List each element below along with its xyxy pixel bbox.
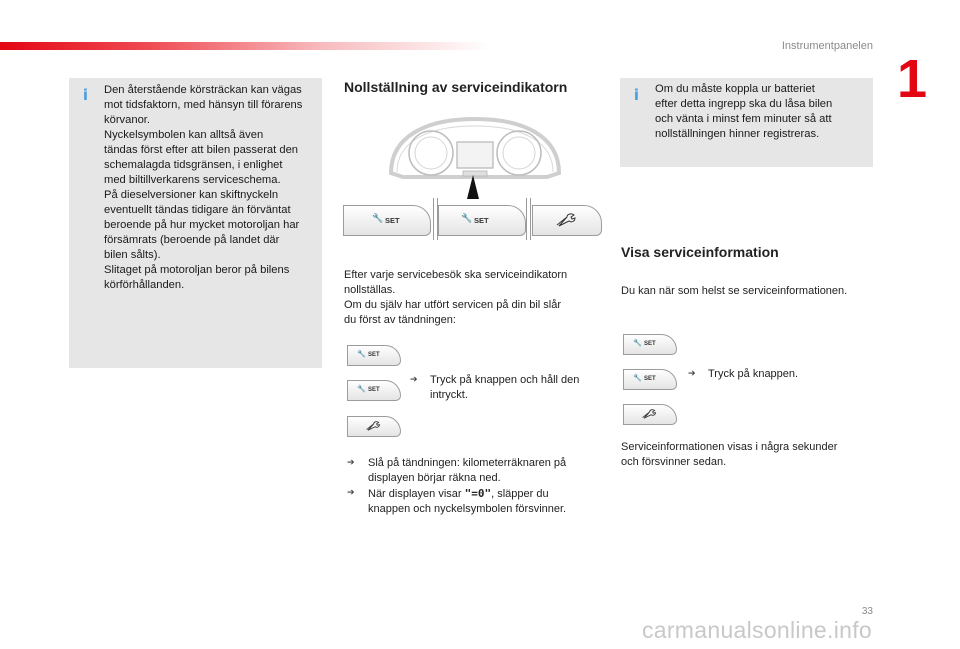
set-label: SET bbox=[368, 352, 380, 358]
wrench-icon: 🔧 bbox=[633, 339, 642, 347]
bullet-icon: ➔ bbox=[410, 375, 418, 385]
wrench-outline-icon bbox=[555, 213, 577, 227]
text-line: schemalagda tidsgränsen, i enlighet bbox=[104, 159, 283, 171]
service-result bbox=[621, 440, 871, 470]
text-line: körförhållanden. bbox=[104, 279, 185, 291]
service-info-intro: Du kan när som helst se serviceinformationen. bbox=[621, 285, 848, 297]
service-info-title: Visa serviceinformation bbox=[621, 244, 779, 260]
text-line: och försvinner sedan. bbox=[621, 456, 727, 468]
set-label: SET bbox=[644, 376, 656, 382]
bullet-icon: ➔ bbox=[688, 369, 696, 379]
text-line: Tryck på knappen och håll den bbox=[430, 374, 580, 386]
text-line: med biltillverkarens serviceschema. bbox=[104, 174, 281, 186]
text-line: beroende på hur mycket motoroljan har bbox=[104, 219, 300, 231]
right-info-text bbox=[655, 82, 870, 142]
reset-intro bbox=[344, 268, 604, 328]
set-button-small-3[interactable] bbox=[623, 334, 677, 355]
text-line bbox=[368, 486, 608, 502]
set-button-small-2[interactable] bbox=[347, 380, 401, 401]
wrench-icon: 🔧 bbox=[357, 350, 366, 358]
bullet-icon: ➔ bbox=[347, 488, 355, 498]
set-label: SET bbox=[368, 387, 380, 393]
set-label: SET bbox=[385, 216, 400, 225]
header-red-bar bbox=[0, 42, 490, 50]
right-info-box bbox=[620, 78, 873, 167]
set-button-small-4[interactable] bbox=[623, 369, 677, 390]
wrench-outline-icon bbox=[365, 421, 381, 431]
text-line: tändas först efter att bilen passerat den bbox=[104, 144, 299, 156]
instrument-cluster-illustration bbox=[385, 115, 565, 200]
step-2-text-after: , släpper du bbox=[491, 488, 549, 500]
text-line: displayen börjar räkna ned. bbox=[368, 472, 501, 484]
step-1 bbox=[368, 456, 608, 486]
wrench-icon: 🔧 bbox=[633, 374, 642, 382]
wrench-button-large[interactable] bbox=[532, 205, 602, 236]
text-line: nollställningen hinner registreras. bbox=[655, 128, 820, 140]
wrench-icon: 🔧 bbox=[372, 214, 384, 224]
text-line: intryckt. bbox=[430, 389, 468, 401]
wrench-button-small[interactable] bbox=[347, 416, 401, 437]
service-press-instruction: Tryck på knappen. bbox=[708, 368, 799, 380]
set-label: SET bbox=[644, 341, 656, 347]
display-value: "=0" bbox=[464, 487, 492, 500]
text-line: försämrats (beroende på landet där bbox=[104, 234, 280, 246]
text-line: bilen sålts). bbox=[104, 249, 161, 261]
text-line: Slitaget på motoroljan beror på bilens bbox=[104, 264, 290, 276]
set-button-large-1[interactable] bbox=[343, 205, 431, 236]
text-line: körvanor. bbox=[104, 114, 151, 126]
text-line: mot tidsfaktorn, med hänsyn till förarens bbox=[104, 99, 303, 111]
wrench-outline-icon bbox=[641, 409, 657, 419]
set-label: SET bbox=[474, 216, 489, 225]
info-icon: i bbox=[82, 86, 89, 104]
wrench-icon: 🔧 bbox=[461, 214, 473, 224]
press-indicator-lines bbox=[526, 198, 531, 240]
press-hold-instruction bbox=[430, 373, 600, 403]
chapter-title: Instrumentpanelen bbox=[781, 40, 873, 52]
text-line: du först av tändningen: bbox=[344, 314, 456, 326]
text-line: eventuellt tändas tidigare än förväntat bbox=[104, 204, 291, 216]
wrench-button-small-2[interactable] bbox=[623, 404, 677, 425]
text-line: Om du måste koppla ur batteriet bbox=[655, 83, 815, 95]
text-line: nollställas. bbox=[344, 284, 396, 296]
left-info-box bbox=[69, 78, 322, 368]
text-line: och vänta i minst fem minuter så att bbox=[655, 113, 832, 125]
text-line: efter detta ingrepp ska du låsa bilen bbox=[655, 98, 833, 110]
step-2 bbox=[368, 486, 608, 517]
text-line: På dieselversioner kan skiftnyckeln bbox=[104, 189, 279, 201]
page-number: 33 bbox=[861, 606, 873, 617]
text-line: Slå på tändningen: kilometerräknaren på bbox=[368, 457, 567, 469]
text-line: Efter varje servicebesök ska serviceindikatorn bbox=[344, 269, 568, 281]
bullet-icon: ➔ bbox=[347, 458, 355, 468]
set-button-small-1[interactable] bbox=[347, 345, 401, 366]
text-line: Nyckelsymbolen kan alltså även bbox=[104, 129, 264, 141]
info-icon: i bbox=[633, 86, 640, 104]
watermark: carmanualsonline.info bbox=[641, 617, 872, 643]
text-line: Den återstående körsträckan kan vägas bbox=[104, 84, 302, 96]
set-button-large-2[interactable] bbox=[438, 205, 526, 236]
chapter-number: 1 bbox=[897, 49, 928, 109]
text-line: knappen och nyckelsymbolen försvinner. bbox=[368, 503, 567, 515]
left-info-text bbox=[104, 83, 319, 293]
reset-section-title: Nollställning av serviceindikatorn bbox=[344, 79, 568, 95]
text-line: Serviceinformationen visas i några sekunder bbox=[621, 441, 838, 453]
step-2-text-before: När displayen visar bbox=[368, 488, 465, 500]
text-line: Om du själv har utfört servicen på din bil slår bbox=[344, 299, 562, 311]
wrench-icon: 🔧 bbox=[357, 385, 366, 393]
